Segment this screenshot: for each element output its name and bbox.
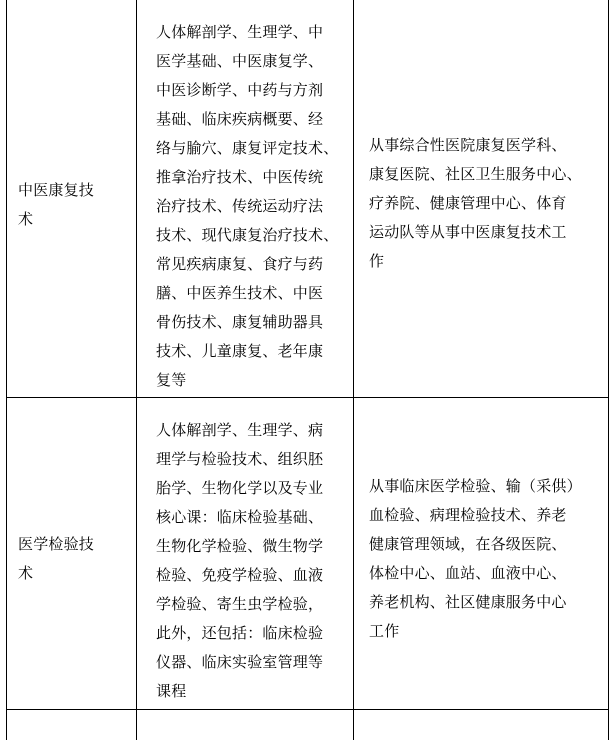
cell-text-line: 术	[18, 210, 34, 228]
cell-text-line: 胎学、生物化学以及专业	[156, 479, 324, 497]
row-divider	[6, 397, 609, 398]
cell-text-line: 人体解剖学、生理学、中	[156, 23, 324, 41]
cell-text-line: 络与腧穴、康复评定技术、	[156, 139, 339, 157]
table-border-left	[6, 0, 7, 740]
table-border-right	[608, 0, 609, 740]
cell-text-line: 此外，还包括：临床检验	[156, 624, 324, 642]
row-divider-bottom	[6, 709, 609, 710]
cell-text-line: 医学基础、中医康复学、	[156, 52, 324, 70]
cell-text-line: 核心课：临床检验基础、	[156, 508, 324, 526]
cell-text-line: 常见疾病康复、食疗与药	[156, 255, 324, 273]
program-name-cell	[18, 530, 118, 588]
cell-text-line: 健康管理领域，在各级医院、	[369, 535, 567, 553]
career-cell	[369, 131, 594, 276]
cell-text-line: 术	[18, 564, 34, 582]
program-name-cell	[18, 176, 118, 234]
cell-text-line: 检验、免疫学检验、血液	[156, 566, 324, 584]
cell-text-line: 技术、儿童康复、老年康	[156, 342, 324, 360]
cell-text-line: 作	[369, 252, 385, 270]
cell-text-line: 医学检验技	[18, 535, 95, 553]
cell-text-line: 技术、现代康复治疗技术、	[156, 226, 339, 244]
cell-text-line: 人体解剖学、生理学、病	[156, 421, 324, 439]
cell-text-line: 中医康复技	[18, 181, 95, 199]
cell-text-line: 基础、临床疾病概要、经	[156, 110, 324, 128]
cell-text-line: 生物化学检验、微生物学	[156, 537, 324, 555]
cell-text-line: 仪器、临床实验室管理等	[156, 653, 324, 671]
career-cell	[369, 472, 594, 646]
cell-text-line: 从事临床医学检验、输（采供）	[369, 477, 582, 495]
cell-text-line: 从事综合性医院康复医学科、	[369, 136, 567, 154]
program-table	[6, 0, 609, 740]
courses-cell	[156, 18, 341, 395]
cell-text-line: 骨伤技术、康复辅助器具	[156, 313, 324, 331]
cell-text-line: 膳、中医养生技术、中医	[156, 284, 324, 302]
cell-text-line: 中医诊断学、中药与方剂	[156, 81, 324, 99]
column-divider-2	[353, 0, 354, 740]
cell-text-line: 工作	[369, 622, 400, 640]
cell-text-line: 养老机构、社区健康服务中心	[369, 593, 567, 611]
cell-text-line: 理学与检验技术、组织胚	[156, 450, 324, 468]
cell-text-line: 康复医院、社区卫生服务中心、	[369, 165, 582, 183]
cell-text-line: 学检验、寄生虫学检验，	[156, 595, 324, 613]
cell-text-line: 课程	[156, 682, 187, 700]
courses-cell	[156, 416, 341, 706]
cell-text-line: 体检中心、血站、血液中心、	[369, 564, 567, 582]
cell-text-line: 疗养院、健康管理中心、体育	[369, 194, 567, 212]
column-divider-1	[136, 0, 137, 740]
cell-text-line: 复等	[156, 371, 187, 389]
cell-text-line: 推拿治疗技术、中医传统	[156, 168, 324, 186]
cell-text-line: 血检验、病理检验技术、养老	[369, 506, 567, 524]
cell-text-line: 治疗技术、传统运动疗法	[156, 197, 324, 215]
cell-text-line: 运动队等从事中医康复技术工	[369, 223, 567, 241]
